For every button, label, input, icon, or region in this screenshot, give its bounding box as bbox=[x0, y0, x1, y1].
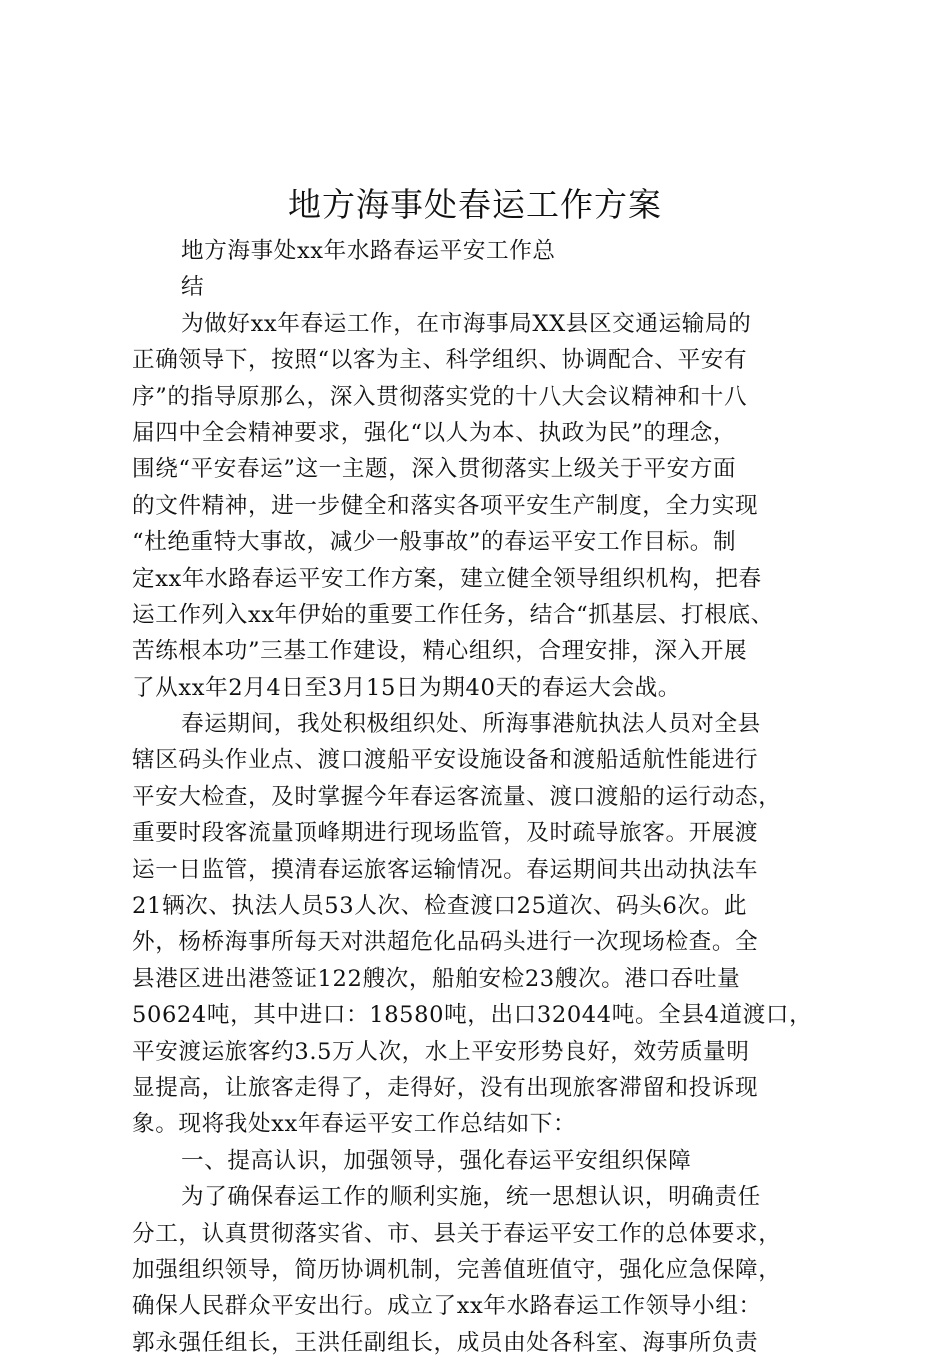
text-line: 21辆次、执法人员53人次、检查渡口25道次、码头6次。此 bbox=[132, 893, 748, 920]
text-line: 分工，认真贯彻落实省、市、县关于春运平安工作的总体要求， bbox=[132, 1220, 782, 1247]
text-line: 平安渡运旅客约3.5万人次，水上平安形势良好，效劳质量明 bbox=[132, 1038, 750, 1065]
text-line: 届四中全会精神要求，强化“以人为本、执政为民”的理念， bbox=[132, 419, 737, 446]
text-line: 了从xx年2月4日至3月15日为期40天的春运大会战。 bbox=[132, 674, 681, 701]
text-line: 辖区码头作业点、渡口渡船平安设施设备和渡船适航性能进行 bbox=[132, 747, 759, 774]
document-body bbox=[132, 233, 852, 1361]
text-line: 定xx年水路春运平安工作方案，建立健全领导组织机构，把春 bbox=[132, 565, 762, 592]
text-line: 为做好xx年春运工作，在市海事局XX县区交通运输局的 bbox=[181, 310, 752, 337]
text-line: 运一日监管，摸清春运旅客运输情况。春运期间共出动执法车 bbox=[132, 856, 759, 883]
text-line: 的文件精神，进一步健全和落实各项平安生产制度，全力实现 bbox=[132, 492, 759, 519]
document-title: 地方海事处春运工作方案 bbox=[288, 185, 662, 224]
text-line: 确保人民群众平安出行。成立了xx年水路春运工作领导小组： bbox=[132, 1293, 762, 1320]
text-line: 一、提高认识，加强领导，强化春运平安组织保障 bbox=[181, 1147, 692, 1174]
text-line: 县港区进出港签证122艘次，船舶安检23艘次。港口吞吐量 bbox=[132, 965, 741, 992]
text-line: 围绕“平安春运”这一主题，深入贯彻落实上级关于平安方面 bbox=[132, 456, 737, 483]
text-line: 50624吨，其中进口：18580吨，出口32044吨。全县4道渡口， bbox=[132, 1002, 813, 1029]
text-line: 地方海事处xx年水路春运平安工作总 bbox=[181, 238, 556, 264]
text-line: 象。现将我处xx年春运平安工作总结如下： bbox=[132, 1111, 577, 1138]
text-line: 平安大检查，及时掌握今年春运客流量、渡口渡船的运行动态， bbox=[132, 783, 782, 810]
text-line: 结 bbox=[181, 274, 205, 301]
text-line: 运工作列入xx年伊始的重要工作任务，结合“抓基层、打根底、 bbox=[132, 601, 774, 628]
text-line: 为了确保春运工作的顺利实施，统一思想认识，明确责任 bbox=[181, 1184, 761, 1211]
text-line: 春运期间，我处积极组织处、所海事港航执法人员对全县 bbox=[181, 711, 761, 738]
text-line: 苦练根本功”三基工作建设，精心组织，合理安排，深入开展 bbox=[132, 638, 748, 665]
text-line: 正确领导下，按照“以客为主、科学组织、协调配合、平安有 bbox=[132, 347, 748, 374]
text-line: “杜绝重特大事故，减少一般事故”的春运平安工作目标。制 bbox=[132, 529, 737, 556]
text-line: 加强组织领导，简历协调机制，完善值班值守，强化应急保障， bbox=[132, 1256, 782, 1283]
text-line: 外，杨桥海事所每天对洪超危化品码头进行一次现场检查。全 bbox=[132, 929, 759, 956]
text-line: 显提高，让旅客走得了，走得好，没有出现旅客滞留和投诉现 bbox=[132, 1074, 759, 1101]
text-line: 郭永强任组长，王洪任副组长，成员由处各科室、海事所负责 bbox=[132, 1329, 759, 1356]
text-line: 序”的指导原那么，深入贯彻落实党的十八大会议精神和十八 bbox=[132, 383, 748, 410]
text-line: 重要时段客流量顶峰期进行现场监管，及时疏导旅客。开展渡 bbox=[132, 820, 759, 847]
